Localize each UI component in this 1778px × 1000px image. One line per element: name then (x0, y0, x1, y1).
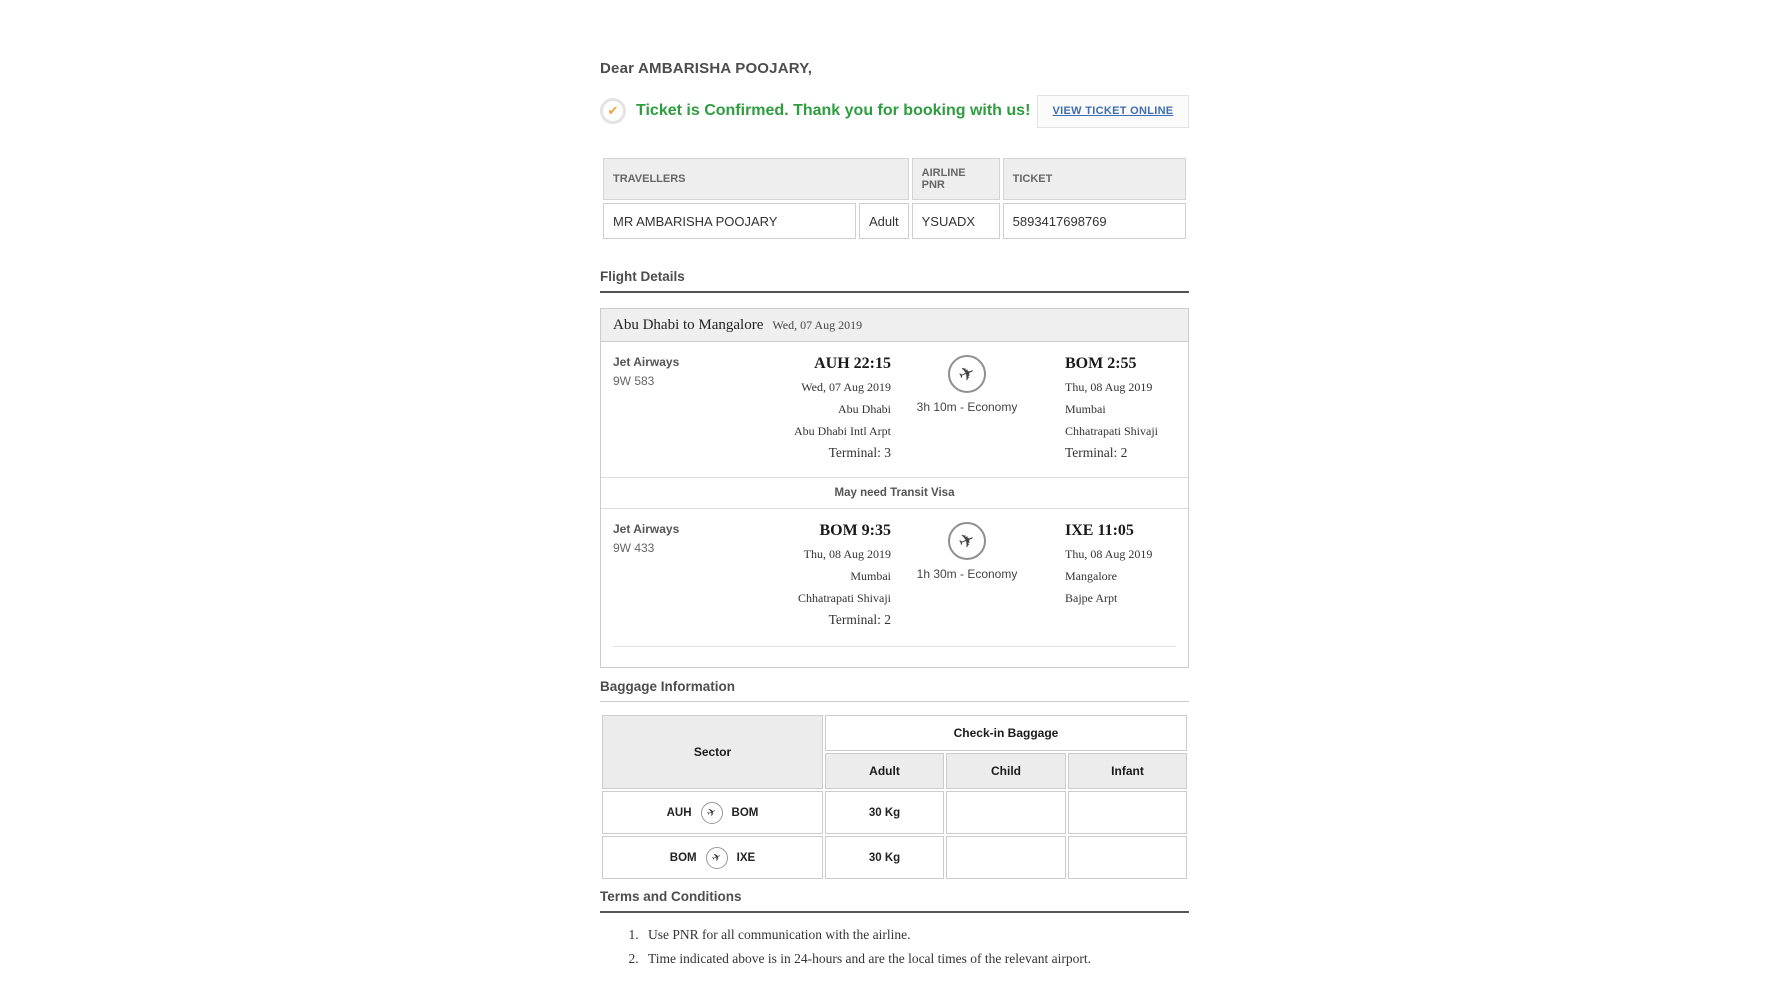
arrival-date: Thu, 08 Aug 2019 (1065, 547, 1153, 561)
arrival-airport: Bajpe Arpt (1065, 591, 1118, 605)
transit-visa-note: May need Transit Visa (601, 477, 1188, 509)
plane-glyph: ✈ (704, 804, 719, 821)
departure-date: Wed, 07 Aug 2019 (801, 380, 891, 394)
sector-from: AUH (666, 806, 692, 819)
child-baggage-cell (946, 836, 1066, 879)
baggage-table (600, 713, 1189, 881)
plane-icon (948, 355, 986, 393)
airline-name: Jet Airways (613, 522, 680, 536)
route-name: Abu Dhabi to Mangalore (613, 317, 764, 333)
col-header-travellers: TRAVELLERS (603, 158, 909, 200)
segment2-duration-block (891, 522, 1043, 628)
arrival-date: Thu, 08 Aug 2019 (1065, 380, 1153, 394)
adult-baggage-cell: 30 Kg (825, 791, 944, 834)
plane-glyph: ✈ (955, 527, 979, 554)
col-header-sector: Sector (602, 715, 823, 789)
segment1-arrival-block (1043, 355, 1176, 461)
baggage-row (602, 836, 1187, 879)
view-ticket-online-button[interactable]: VIEW TICKET ONLINE (1037, 95, 1189, 128)
plane-icon (706, 847, 728, 869)
baggage-information-title: Baggage Information (600, 679, 1189, 702)
flight-segment-2 (601, 509, 1188, 644)
flight-number: 9W 433 (613, 541, 655, 555)
arrival-city: Mangalore (1065, 569, 1117, 583)
child-baggage-cell (946, 791, 1066, 834)
col-header-airline-pnr: AIRLINE PNR (912, 158, 1000, 200)
infant-baggage-cell (1068, 791, 1187, 834)
adult-baggage-cell: 30 Kg (825, 836, 944, 879)
segment1-duration-block (891, 355, 1043, 461)
departure-date: Thu, 08 Aug 2019 (803, 547, 891, 561)
traveller-type: Adult (859, 203, 909, 239)
segment2-arrival-block (1043, 522, 1176, 628)
segment2-airline-block (613, 522, 761, 628)
arrival-airport: Chhatrapati Shivaji (1065, 424, 1158, 438)
flight-card (600, 308, 1189, 668)
check-icon (600, 98, 626, 124)
flight-segment-1 (601, 342, 1188, 477)
confirmation-banner (600, 93, 1189, 129)
departure-airport: Abu Dhabi Intl Arpt (794, 424, 891, 438)
col-header-child: Child (946, 753, 1066, 789)
baggage-row (602, 791, 1187, 834)
plane-icon (701, 802, 723, 824)
route-header (601, 309, 1188, 342)
departure-airport: Chhatrapati Shivaji (798, 591, 891, 605)
traveller-name: MR AMBARISHA POOJARY (603, 203, 856, 239)
col-header-checkin-baggage: Check-in Baggage (825, 715, 1187, 751)
traveller-ticket-number: 5893417698769 (1003, 203, 1186, 239)
flight-number: 9W 583 (613, 374, 655, 388)
check-glyph: ✔ (607, 103, 619, 119)
ticket-email-body (600, 60, 1189, 975)
travellers-header-row (603, 158, 1186, 200)
sector-cell (602, 836, 823, 879)
sector-from: BOM (669, 851, 697, 864)
sector-to: IXE (736, 851, 756, 864)
terms-and-conditions-title: Terms and Conditions (600, 889, 1189, 913)
arrival-code-time: IXE 11:05 (1065, 522, 1134, 539)
departure-code-time: AUH 22:15 (814, 355, 891, 372)
arrival-terminal: Terminal: 2 (1065, 445, 1128, 460)
plane-glyph: ✈ (955, 360, 979, 387)
sector-cell (602, 791, 823, 834)
duration-class: 1h 30m - Economy (916, 567, 1018, 581)
departure-terminal: Terminal: 3 (828, 445, 891, 460)
col-header-infant: Infant (1068, 753, 1187, 789)
terms-item: 1. Use PNR for all communication with the airline. (642, 927, 1189, 943)
segment1-airline-block (613, 355, 761, 461)
arrival-city: Mumbai (1065, 402, 1106, 416)
col-header-adult: Adult (825, 753, 944, 789)
infant-baggage-cell (1068, 836, 1187, 879)
departure-terminal: Terminal: 2 (828, 612, 891, 627)
col-header-ticket: TICKET (1003, 158, 1186, 200)
terms-item: 2. Time indicated above is in 24-hours and are the local times of the relevant airport. (642, 951, 1189, 967)
flight-details-title: Flight Details (600, 269, 1189, 293)
greeting: Dear AMBARISHA POOJARY, (600, 60, 813, 77)
confirmation-message: Ticket is Confirmed. Thank you for booking with us! (636, 102, 1031, 119)
route-date: Wed, 07 Aug 2019 (772, 318, 863, 332)
travellers-table (600, 155, 1189, 242)
plane-icon (948, 522, 986, 560)
segment2-departure-block (761, 522, 891, 628)
terms-list (600, 927, 1189, 967)
arrival-code-time: BOM 2:55 (1065, 355, 1137, 372)
segment1-departure-block (761, 355, 891, 461)
duration-class: 3h 10m - Economy (916, 400, 1018, 414)
traveller-pnr: YSUADX (912, 203, 1000, 239)
departure-code-time: BOM 9:35 (819, 522, 891, 539)
baggage-header-row-1 (602, 715, 1187, 751)
traveller-row (603, 203, 1186, 239)
sector-to: BOM (731, 806, 759, 819)
airline-name: Jet Airways (613, 355, 680, 369)
plane-glyph: ✈ (709, 849, 724, 866)
departure-city: Abu Dhabi (838, 402, 891, 416)
departure-city: Mumbai (850, 569, 891, 583)
